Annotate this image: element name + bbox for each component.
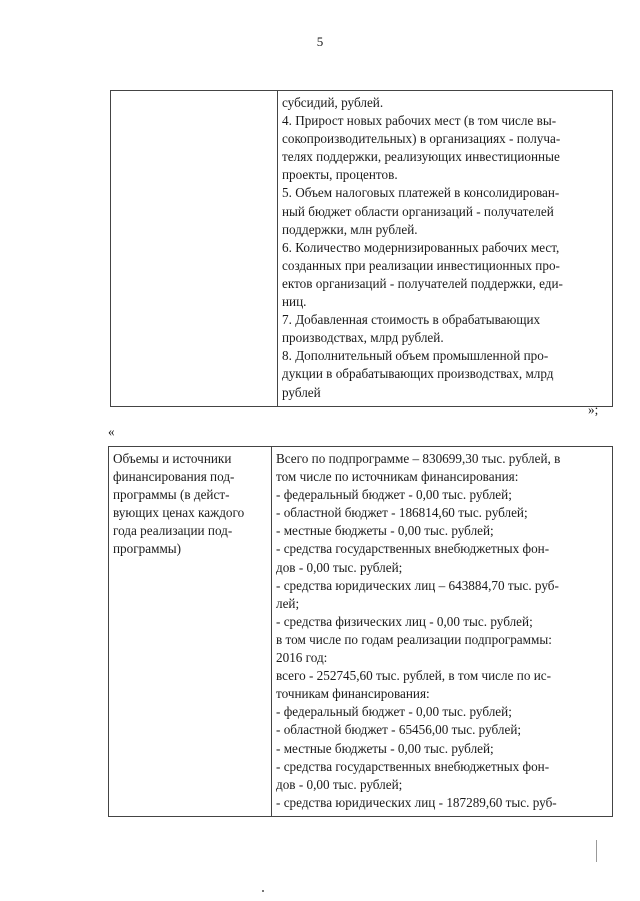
table-row [111, 91, 613, 407]
indicators-table [110, 90, 613, 407]
indicators-list-text: субсидий, рублей. 4. Прирост новых рабочих мест (в том числе вы- сокопроизводительных) в организациях - получа- телях поддержки, реализующих инвестиционные проекты, процентов. 5. Объем налоговых платежей в консолидирован- ный бюджет области организаций - получателей поддержки, млн рублей. 6. Количество модернизированных рабочих мест, созданных при реализации инвестиционных про- ектов организаций - получателей поддержки, еди- ниц. 7. Добавленная стоимость в обрабатывающих производствах, млрд рублей. 8. Дополнительный объем промышленной про- дукции в обрабатывающих производствах, млрд рублей [282, 95, 563, 400]
financing-table [108, 446, 613, 817]
scan-artifact-line [596, 840, 597, 862]
financing-label-text: Объемы и источники финансирования под- программы (в дейст- вующих ценах каждого года реализации под- программы) [113, 451, 245, 557]
opening-quote-mark: « [108, 424, 115, 439]
closing-quote-mark: »; [588, 402, 599, 417]
financing-label-cell [109, 447, 272, 817]
financing-value-cell [272, 447, 613, 817]
scan-artifact-dot [262, 890, 264, 892]
table-row [109, 447, 613, 817]
indicators-label-cell [111, 91, 278, 407]
financing-details-text: Всего по подпрограмме – 830699,30 тыс. рублей, в том числе по источникам финансирования: - федеральный бюджет - 0,00 тыс. рублей; - областной бюджет - 186814,60 тыс. рублей; - местные бюджеты - 0,00 тыс. рублей; - средства государственных внебюджетных фон- дов - 0,00 тыс. рублей; - средства юридических лиц – 643884,70 тыс. руб- лей; - средства физических лиц - 0,00 тыс. рублей; в том числе по годам реализации подпрограммы: 2016 год: всего - 252745,60 тыс. рублей, в том числе по ис- точникам финансирования: - федеральный бюджет - 0,00 тыс. рублей; - областной бюджет - 65456,00 тыс. рублей; - местные бюджеты - 0,00 тыс. рублей; - средства государственных внебюджетных фон- дов - 0,00 тыс. рублей; - средства юридических лиц - 187289,60 тыс. руб- [276, 451, 561, 810]
indicators-value-cell [278, 91, 613, 407]
page-number: 5 [316, 34, 324, 49]
